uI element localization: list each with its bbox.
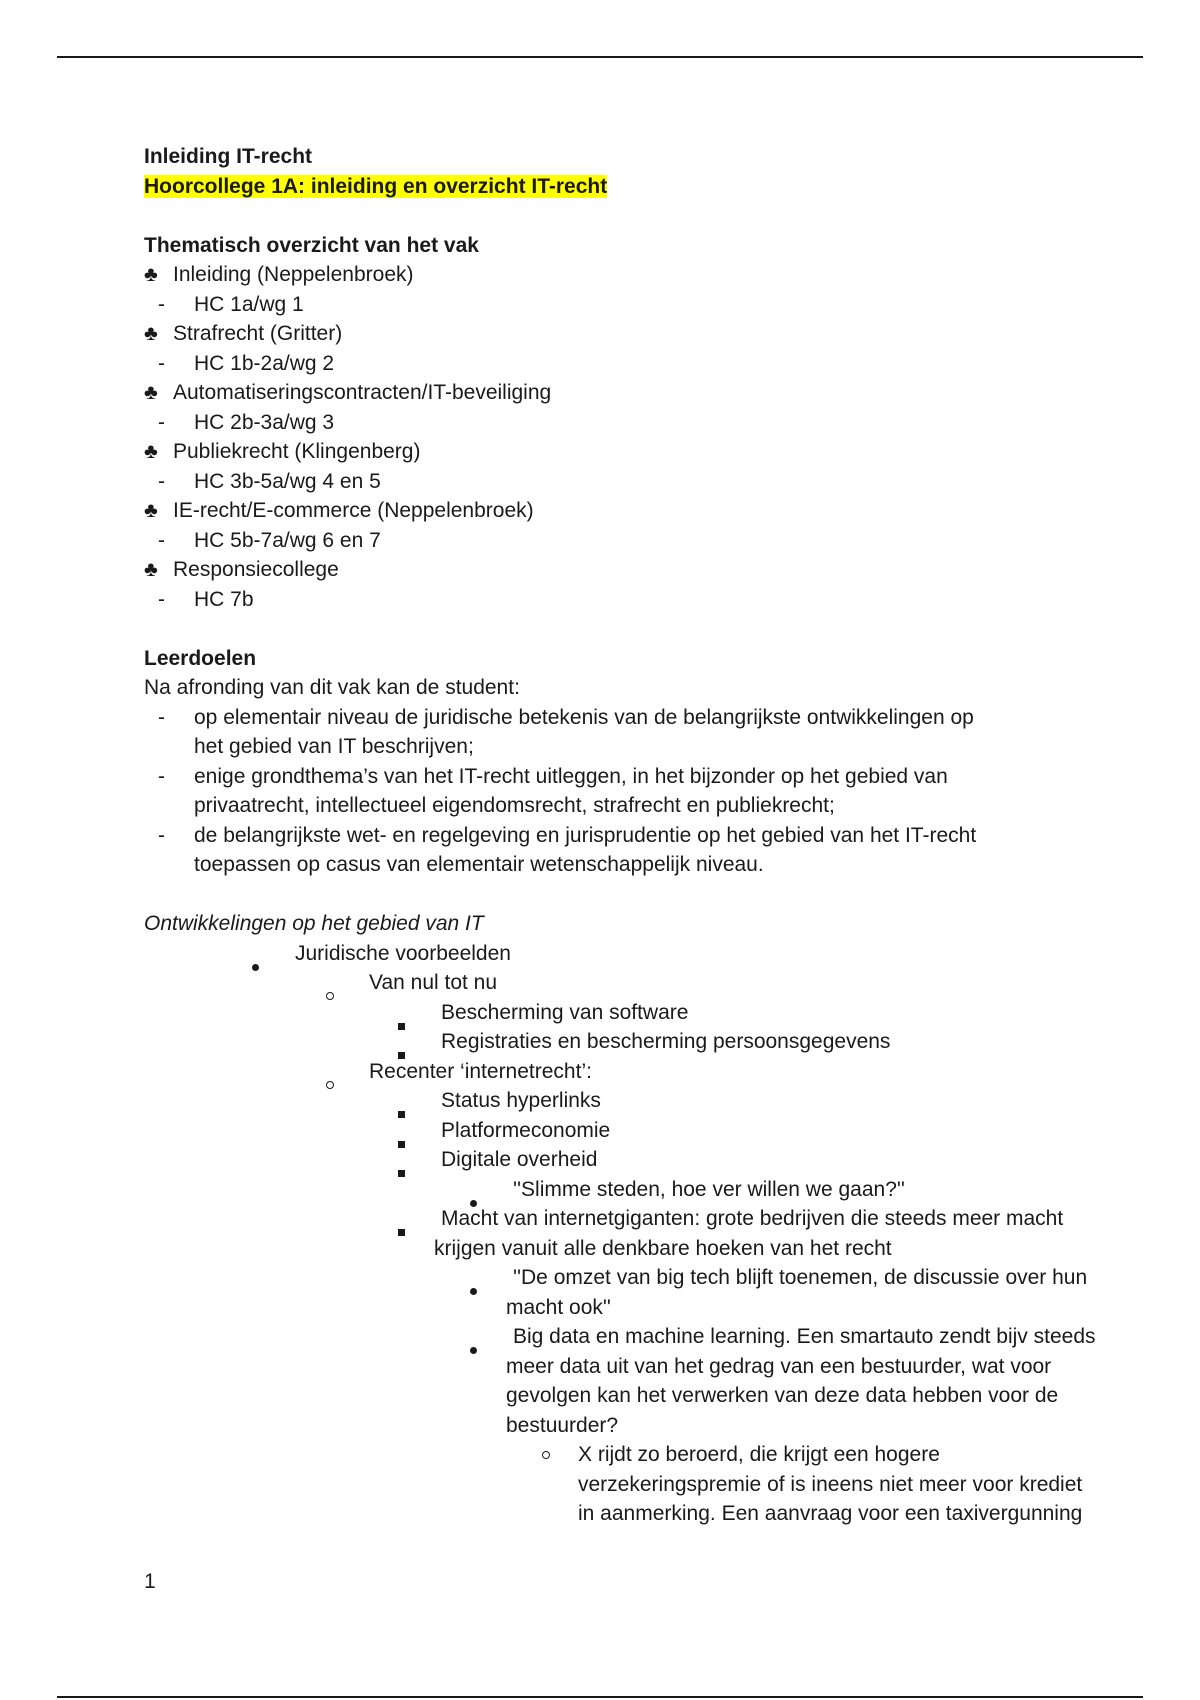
goals-list: - op elementair niveau de juridische betekenis van de belangrijkste ontwikkelingen op het gebied van IT beschrijven; - enige grondthema’s van het IT-recht uitleggen, in het bijzonder op het gebied van privaatrecht, intellectueel eigendomsrecht, strafrecht en publiekrecht; - de belangrijkste wet- en regelgeving en jurisprudentie op het gebied van het IT-recht toepassen op casus van elementair wetenschappelijk niveau.	[144, 703, 1064, 880]
list-item: Van nul tot nu	[144, 968, 1064, 998]
list-item: - HC 1b-2a/wg 2	[144, 349, 1064, 379]
list-item: ''De omzet van big tech blijft toenemen, de discussie over hun	[144, 1263, 1064, 1293]
list-item: ♣ IE-recht/E-commerce (Neppelenbroek)	[144, 496, 1064, 526]
list-item: Recenter ‘internetrecht’:	[144, 1057, 1064, 1087]
dash-bullet-icon: -	[158, 351, 165, 375]
goals-heading: Leerdoelen	[144, 646, 257, 670]
list-item: Registraties en bescherming persoonsgegevens	[144, 1027, 1064, 1057]
dash-bullet-icon: -	[158, 705, 165, 729]
list-item: Juridische voorbeelden	[144, 939, 1064, 969]
list-item: - HC 5b-7a/wg 6 en 7	[144, 526, 1064, 556]
list-item: ''Slimme steden, hoe ver willen we gaan?''	[144, 1175, 1064, 1205]
dash-bullet-icon: -	[158, 292, 165, 316]
goals-intro: Na afronding van dit vak kan de student:	[144, 676, 520, 699]
document-title: Inleiding IT-recht	[144, 145, 313, 168]
club-bullet-icon: ♣	[144, 440, 158, 463]
list-item: - HC 2b-3a/wg 3	[144, 408, 1064, 438]
club-bullet-icon: ♣	[144, 558, 158, 581]
list-item: ♣ Strafrecht (Gritter)	[144, 319, 1064, 349]
overview-heading: Thematisch overzicht van het vak	[144, 233, 479, 257]
dash-bullet-icon: -	[158, 469, 165, 493]
list-item: - de belangrijkste wet- en regelgeving en jurisprudentie op het gebied van het IT-recht	[144, 821, 1064, 851]
document-body	[144, 142, 1096, 1529]
club-bullet-icon: ♣	[144, 263, 158, 286]
lecture-title: Hoorcollege 1A: inleiding en overzicht IT-recht	[144, 174, 608, 198]
dash-bullet-icon: -	[158, 587, 165, 611]
list-item: Platformeconomie	[144, 1116, 1064, 1146]
developments-list: Juridische voorbeelden Van nul tot nu Bescherming van software Registraties en bescherming persoonsgegevens Recenter ‘internetrecht’: Status hyperlinks Platformeconomie Digitale overheid ''Slimme steden, hoe ver willen we gaan?'' Macht van internetgiganten: grote bedrijven die steeds meer macht krijgen vanuit alle denkbare hoeken van het recht ''De omzet van big tech blijft toenemen, de discussie over hun macht ook'' Big data en machine learning. Een smartauto zendt bijv steeds meer data uit van het gedrag van een bestuurder, wat voor gevolgen kan het verwerken van deze data hebben voor de bestuurder? X rijdt zo beroerd, die krijgt een hogere verzekeringspremie of is ineens niet meer voor krediet in aanmerking. Een aanvraag voor een taxivergunning	[144, 939, 1064, 1529]
list-item: ♣ Responsiecollege	[144, 555, 1064, 585]
list-item: - op elementair niveau de juridische betekenis van de belangrijkste ontwikkelingen op	[144, 703, 1064, 733]
dash-bullet-icon: -	[158, 764, 165, 788]
dash-bullet-icon: -	[158, 410, 165, 434]
dash-bullet-icon: -	[158, 528, 165, 552]
overview-list	[144, 260, 1064, 614]
club-bullet-icon: ♣	[144, 322, 158, 345]
club-bullet-icon: ♣	[144, 499, 158, 522]
list-item: - HC 7b	[144, 585, 1064, 615]
dash-bullet-icon: -	[158, 823, 165, 847]
header-rule	[57, 56, 1143, 58]
list-item: Bescherming van software	[144, 998, 1064, 1028]
list-item: Big data en machine learning. Een smartauto zendt bijv steeds	[144, 1322, 1064, 1352]
club-bullet-icon: ♣	[144, 381, 158, 404]
list-item: - HC 3b-5a/wg 4 en 5	[144, 467, 1064, 497]
list-item: - enige grondthema’s van het IT-recht uitleggen, in het bijzonder op het gebied van	[144, 762, 1064, 792]
list-item: ♣ Inleiding (Neppelenbroek)	[144, 260, 1064, 290]
list-item: X rijdt zo beroerd, die krijgt een hogere	[144, 1440, 1064, 1470]
list-item: Status hyperlinks	[144, 1086, 1064, 1116]
developments-heading: Ontwikkelingen op het gebied van IT	[144, 912, 484, 935]
list-item: Macht van internetgiganten: grote bedrijven die steeds meer macht	[144, 1204, 1064, 1234]
list-item: Digitale overheid	[144, 1145, 1064, 1175]
footer-rule	[57, 1696, 1143, 1698]
list-item: ♣ Automatiseringscontracten/IT-beveiliging	[144, 378, 1064, 408]
page-number: 1	[144, 1570, 156, 1593]
list-item: ♣ Publiekrecht (Klingenberg)	[144, 437, 1064, 467]
list-item: - HC 1a/wg 1	[144, 290, 1064, 320]
ring-bullet-icon	[542, 1451, 550, 1459]
